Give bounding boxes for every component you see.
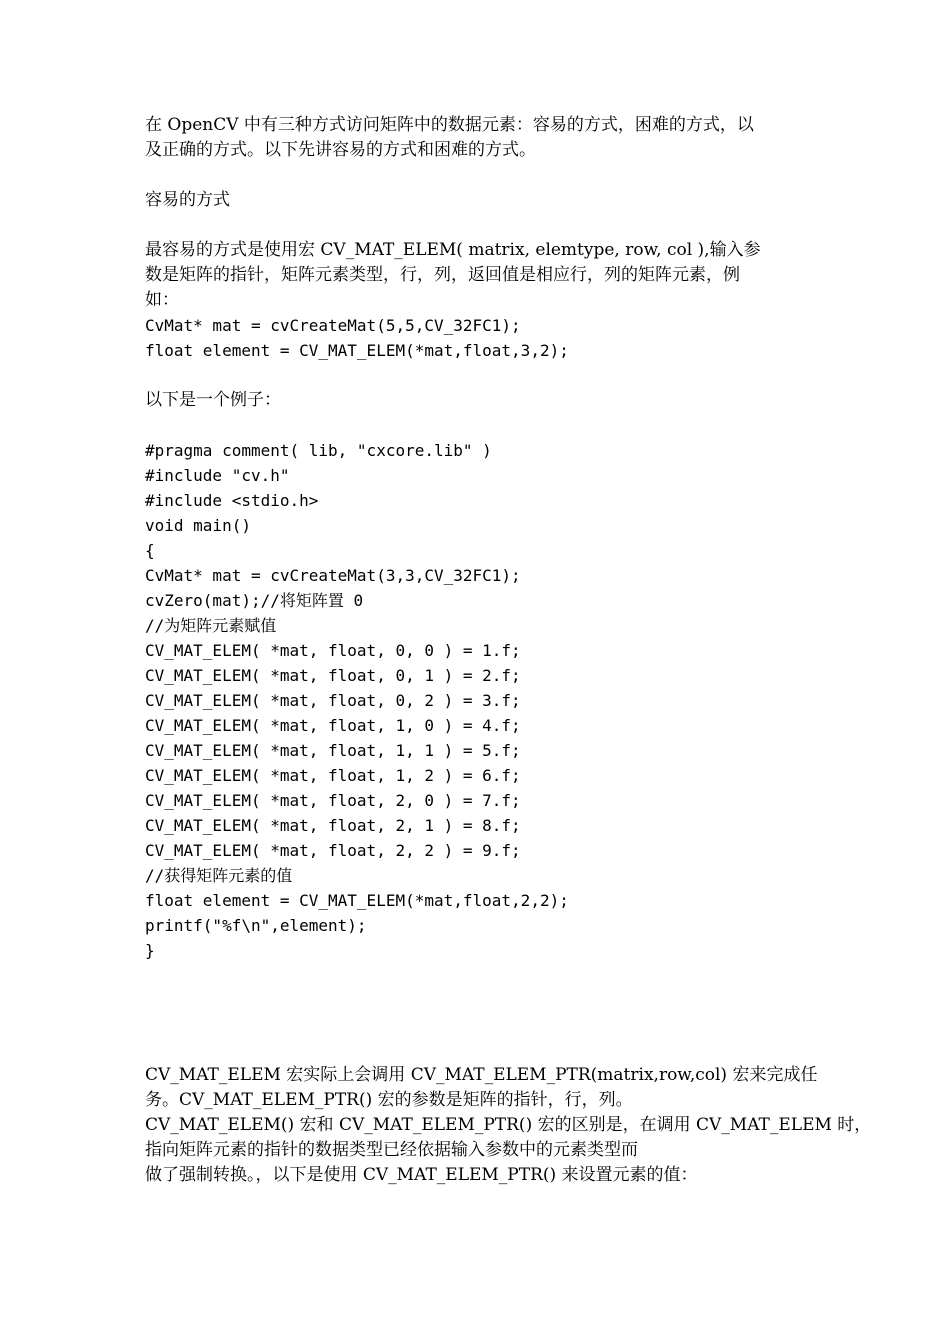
spacer (145, 213, 825, 238)
code-line: //为矩阵元素赋值 (145, 616, 277, 635)
code-line: #include <stdio.h> (145, 491, 319, 510)
code-line: CV_MAT_ELEM( *mat, float, 0, 1 ) = 2.f; (145, 666, 521, 685)
easy-desc-line: 数是矩阵的指针，矩阵元素类型，行，列，返回值是相应行，列的矩阵元素，例 (145, 265, 740, 285)
code-line: CV_MAT_ELEM( *mat, float, 2, 0 ) = 7.f; (145, 791, 521, 810)
easy-description (145, 238, 825, 313)
ptr-desc-line: 做了强制转换。，以下是使用 CV_MAT_ELEM_PTR() 来设置元素的值： (145, 1165, 698, 1185)
code-line: CvMat* mat = cvCreateMat(3,3,CV_32FC1); (145, 566, 521, 585)
intro-line: 及正确的方式。以下先讲容易的方式和困难的方式。 (145, 140, 536, 160)
code-line: float element = CV_MAT_ELEM(*mat,float,2,2); (145, 891, 569, 910)
code-line: float element = CV_MAT_ELEM(*mat,float,3,2); (145, 341, 569, 360)
code-line: CV_MAT_ELEM( *mat, float, 2, 2 ) = 9.f; (145, 841, 521, 860)
code-line: CV_MAT_ELEM( *mat, float, 2, 1 ) = 8.f; (145, 816, 521, 835)
ptr-description (145, 1063, 872, 1188)
code-line: CV_MAT_ELEM( *mat, float, 1, 2 ) = 6.f; (145, 766, 521, 785)
ptr-desc-line: CV_MAT_ELEM() 宏和 CV_MAT_ELEM_PTR() 宏的区别是，在调用 CV_MAT_ELEM 时， (145, 1115, 872, 1135)
code-line: } (145, 941, 155, 960)
ptr-desc-line: 务。CV_MAT_ELEM_PTR() 宏的参数是矩阵的指针，行，列。 (145, 1090, 633, 1110)
spacer (145, 363, 825, 388)
code-line: CV_MAT_ELEM( *mat, float, 0, 0 ) = 1.f; (145, 641, 521, 660)
intro-paragraph (145, 113, 825, 163)
easy-desc-line: 最容易的方式是使用宏 CV_MAT_ELEM( matrix, elemtype, row, col ),输入参 (145, 240, 761, 260)
easy-code-block (145, 313, 825, 363)
document-content (145, 113, 872, 1188)
spacer (145, 163, 825, 188)
example-code-block (145, 438, 825, 963)
code-line: CvMat* mat = cvCreateMat(5,5,CV_32FC1); (145, 316, 521, 335)
code-line: { (145, 541, 155, 560)
code-line: #pragma comment( lib, "cxcore.lib" ) (145, 441, 492, 460)
code-line: cvZero(mat);//将矩阵置 0 (145, 591, 364, 610)
code-line: CV_MAT_ELEM( *mat, float, 0, 2 ) = 3.f; (145, 691, 521, 710)
easy-desc-line: 如： (145, 290, 179, 310)
section-title-easy: 容易的方式 (145, 190, 230, 210)
code-line: #include "cv.h" (145, 466, 290, 485)
code-line: //获得矩阵元素的值 (145, 866, 293, 885)
intro-line: 在 OpenCV 中有三种方式访问矩阵中的数据元素：容易的方式，困难的方式，以 (145, 115, 754, 135)
code-line: CV_MAT_ELEM( *mat, float, 1, 1 ) = 5.f; (145, 741, 521, 760)
code-line: printf("%f\n",element); (145, 916, 367, 935)
spacer (145, 413, 825, 438)
example-intro: 以下是一个例子： (145, 390, 281, 410)
ptr-desc-line: 指向矩阵元素的指针的数据类型已经依据输入参数中的元素类型而 (145, 1140, 638, 1160)
code-line: CV_MAT_ELEM( *mat, float, 1, 0 ) = 4.f; (145, 716, 521, 735)
code-line: void main() (145, 516, 251, 535)
ptr-desc-line: CV_MAT_ELEM 宏实际上会调用 CV_MAT_ELEM_PTR(matrix,row,col) 宏来完成任 (145, 1065, 818, 1085)
spacer (145, 963, 825, 1063)
